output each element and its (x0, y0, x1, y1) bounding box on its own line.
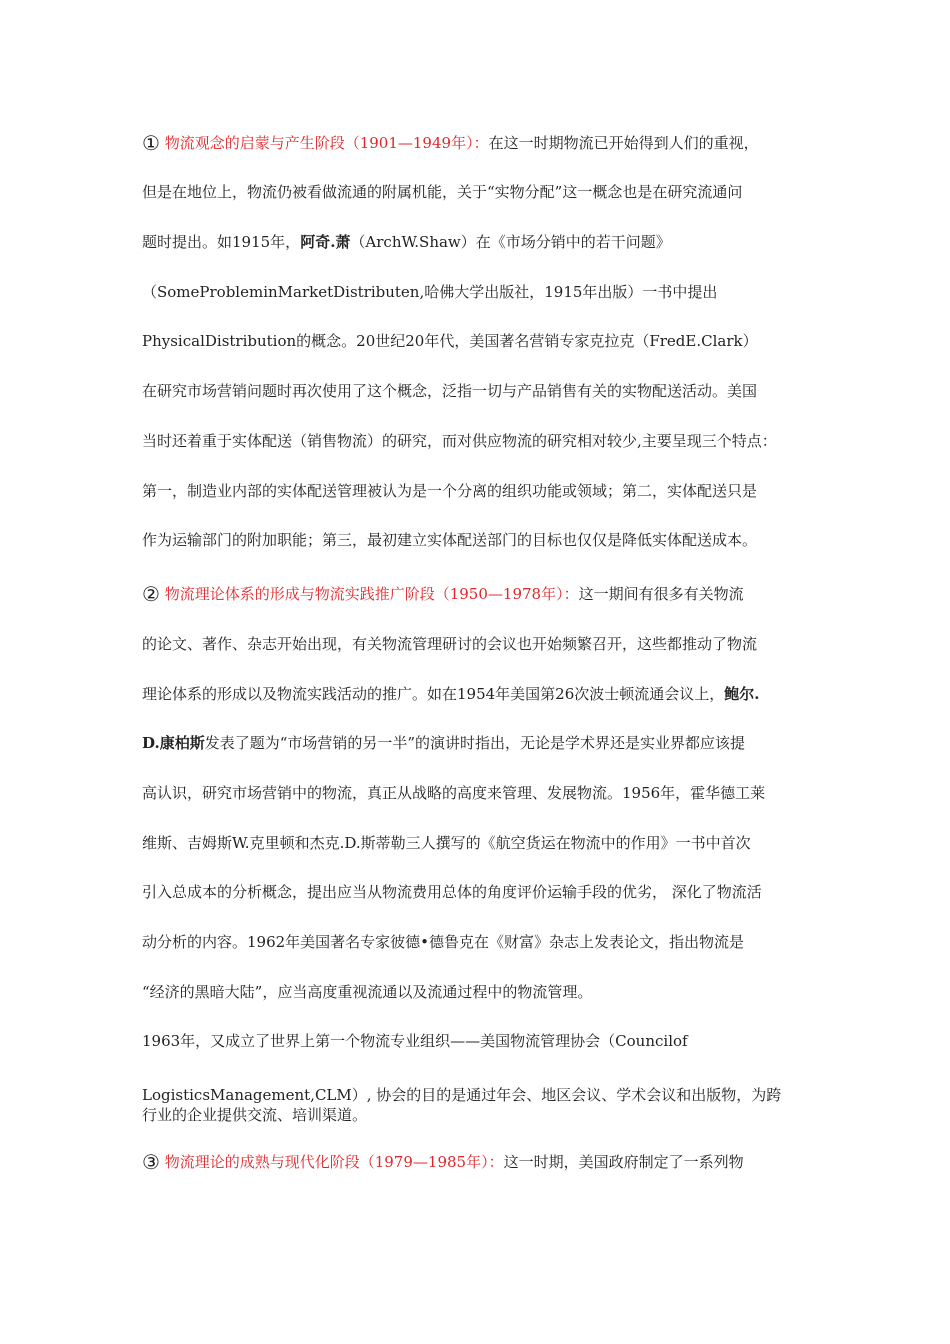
section-1-first-line (142, 133, 759, 153)
paragraph-text: 发表了题为“市场营销的另一半”的演讲时指出，无论是学术界还是实业界都应该提 (204, 734, 746, 752)
paragraph-line (142, 684, 760, 704)
paragraph-line: PhysicalDistribution的概念。20世纪20年代，美国著名营销专家克拉克（FredE.Clark） (142, 332, 758, 350)
paragraph-line: LogisticsManagement,CLM）, 协会的目的是通过年会、地区会议、学术会议和出版物，为跨 (142, 1086, 782, 1104)
paragraph-line: 的论文、著作、杂志开始出现，有关物流管理研讨的会议也开始频繁召开，这些都推动了物流 (142, 635, 758, 653)
section-marker: ③ (142, 1150, 160, 1174)
paragraph-line: “经济的黑暗大陆”，应当高度重视流通以及流通过程中的物流管理。 (142, 983, 593, 1001)
section-heading: 物流理论体系的形成与物流实践推广阶段（1950—1978年）： (164, 585, 579, 603)
paragraph-line: 高认识，研究市场营销中的物流，真正从战略的高度来管理、发展物流。1956年，霍华德工莱 (142, 784, 766, 802)
person-name: 鲍尔. (724, 685, 760, 703)
paragraph-line (142, 232, 671, 252)
section-marker: ② (142, 582, 160, 606)
paragraph-text: （ArchW.Shaw）在《市场分销中的若干问题》 (350, 233, 671, 251)
paragraph-line (142, 733, 745, 753)
paragraph-line: 引入总成本的分析概念，提出应当从物流费用总体的角度评价运输手段的优劣， 深化了物流活 (142, 883, 762, 901)
person-name: 阿奇.萧 (300, 233, 351, 251)
paragraph-line: 1963年，又成立了世界上第一个物流专业组织——美国物流管理协会（Councilof (142, 1032, 688, 1050)
paragraph-line: 当时还着重于实体配送（销售物流）的研究，而对供应物流的研究相对较少,主要呈现三个特点： (142, 432, 777, 450)
paragraph-text: 这一期间有很多有关物流 (578, 585, 744, 603)
paragraph-line: 第一，制造业内部的实体配送管理被认为是一个分离的组织功能或领域；第二，实体配送只是 (142, 482, 758, 500)
paragraph-text: 在这一时期物流已开始得到人们的重视， (488, 134, 759, 152)
paragraph-text: 题时提出。如1915年， (142, 233, 301, 251)
section-heading: 物流观念的启蒙与产生阶段（1901—1949年）： (164, 134, 489, 152)
paragraph-text: 这一时期，美国政府制定了一系列物 (503, 1153, 744, 1171)
paragraph-line: 在研究市场营销问题时再次使用了这个概念，泛指一切与产品销售有关的实物配送活动。美国 (142, 382, 758, 400)
paragraph-line: 作为运输部门的附加职能；第三，最初建立实体配送部门的目标也仅仅是降低实体配送成本。 (142, 531, 758, 549)
section-2-first-line (142, 584, 744, 604)
person-name: D.康柏斯 (142, 734, 205, 752)
paragraph-line: （SomeProbleminMarketDistributen,哈佛大学出版社，1915年出版）一书中提出 (142, 283, 718, 301)
section-3-first-line (142, 1152, 744, 1172)
paragraph-text: 理论体系的形成以及物流实践活动的推广。如在1954年美国第26次波士顿流通会议上， (142, 685, 725, 703)
paragraph-line: 但是在地位上，物流仍被看做流通的附属机能，关于“实物分配”这一概念也是在研究流通问 (142, 183, 743, 201)
paragraph-line: 动分析的内容。1962年美国著名专家彼德•德鲁克在《财富》杂志上发表论文，指出物流是 (142, 933, 745, 951)
section-heading: 物流理论的成熟与现代化阶段（1979—1985年）： (164, 1153, 504, 1171)
paragraph-line: 行业的企业提供交流、培训渠道。 (142, 1106, 368, 1124)
paragraph-line: 维斯、吉姆斯W.克里顿和杰克.D.斯蒂勒三人撰写的《航空货运在物流中的作用》一书中首次 (142, 834, 751, 852)
section-marker: ① (142, 131, 160, 155)
